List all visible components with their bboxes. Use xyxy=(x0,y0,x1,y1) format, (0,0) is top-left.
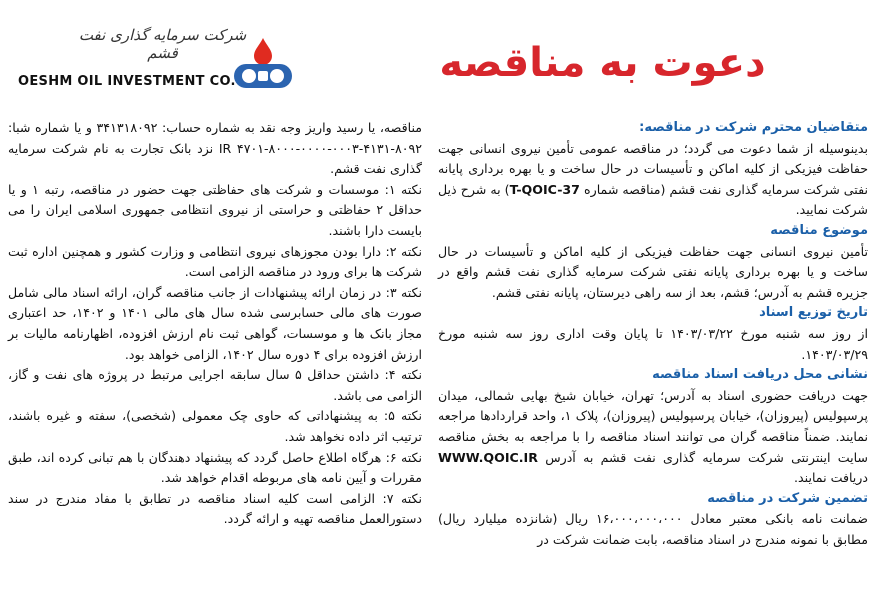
note-3: نکته ۳: در زمان ارائه پیشنهادات از جانب مناقصه گران، ارائه اسناد مالی شامل صورت های مالی حسابرسی شده سال های مالی ۱۴۰۱ و ۱۴۰۲، حد اعتباری مجاز بانک ها و موسسات، گواهی ثبت نام ارزش افزوده، اظهارنامه مالیات بر ارزش افزوده برای ۴ دوره سال ۱۴۰۲، الزامی خواهد بود. xyxy=(8,284,423,362)
greeting: متقاضیان محترم شرکت در مناقصه: xyxy=(639,120,868,135)
note-4: نکته ۴: داشتن حداقل ۵ سال سابقه اجرایی مرتبط در پروژه های نفت و گاز، الزامی می باشد. xyxy=(8,367,422,403)
tender-number: T-QOIC-37 xyxy=(509,181,580,197)
guarantee-text: ضمانت نامه بانکی معتبر معادل ۱۶،۰۰۰،۰۰۰،۰۰۰ ریال (شانزده میلیارد ریال) مطابق با نمونه مندرج در اسناد مناقصه، بابت ضمانت شرکت در xyxy=(438,511,868,547)
note-2: نکته ۲: دارا بودن مجوزهای نیروی انتظامی و وزارت کشور و همچنین اداره ثبت شرکت ها برای ورود در مناقصه الزامی است. xyxy=(8,243,423,280)
note-1: نکته ۱: موسسات و شرکت های حفاظتی جهت حضور در مناقصه، رتبه ۱ و یا حداقل ۲ حفاظتی و حراستی از نیروی انتظامی جمهوری اسلامی ایران را می بایست دارا باشند. xyxy=(8,181,422,238)
note-5: نکته ۵: به پیشنهاداتی که حاوی چک معمولی (شخصی)، سفته و غیره باشند، ترتیب اثر داده نخواهد شد. xyxy=(8,408,422,444)
right-column xyxy=(438,118,868,550)
company-name-en: OESHM OIL INVESTMENT CO. xyxy=(18,74,236,89)
note-7: نکته ۷: الزامی است کلیه اسناد مناقصه در تطابق با مفاد مندرج در سند دستورالعمل مناقصه تهیه و ارائه گردد. xyxy=(8,490,422,527)
page-title: دعوت به مناقصه xyxy=(439,40,766,86)
distribution-text: از روز سه شنبه مورخ ۱۴۰۳/۰۳/۲۲ تا پایان وقت اداری روز سه شنبه مورخ ۱۴۰۳/۰۳/۲۹. xyxy=(438,325,869,362)
company-logo xyxy=(10,22,300,102)
oil-drop-icon xyxy=(232,36,294,98)
intro-paragraph: بدینوسیله از شما دعوت می گردد؛ در مناقصه عمومی تأمین نیروی انسانی جهت حفاظت فیزیکی از کلیه اماکن و تأسیسات در حال ساخت و یا بهره برداری پایانه نفتی شرکت سرمایه گذاری نفت قشم (مناقصه شماره T-QOIC-37) به شرح ذیل شرکت نمایید. xyxy=(438,140,868,218)
distribution-heading: تاریخ توزیع اسناد xyxy=(759,305,868,321)
company-name-fa: شرکت سرمایه گذاری نفت قشم xyxy=(78,26,247,62)
note-6: نکته ۶: هرگاه اطلاع حاصل گردد که پیشنهاد دهندگان با هم تبانی کرده اند، طبق مقررات و آیین نامه های مربوطه اقدام خواهد شد. xyxy=(8,449,422,486)
address-text: جهت دریافت حضوری اسناد به آدرس؛ تهران، خیابان شیخ بهایی شمالی، میدان پرسپولیس (پیروزان)، خیابان پرسپولیس (پیروزان)، پلاک ۱، واحد قراردادها مراجعه نمایند. ضمناً مناقصه گران می توانند اسناد مناقصه را با مراجعه به بخش مناقصه سایت اینترنتی شرکت سرمایه گذاری نفت قشم به آدرس WWW.QOIC.IR دریافت نمایند. xyxy=(438,387,868,486)
website-link[interactable]: WWW.QOIC.IR xyxy=(438,449,538,465)
subject-heading: موضوع مناقصه xyxy=(770,222,868,238)
guarantee-heading: تضمین شرکت در مناقصه xyxy=(707,490,868,506)
left-column xyxy=(8,118,422,530)
subject-text: تأمین نیروی انسانی جهت حفاظت فیزیکی از کلیه اماکن و تأسیسات در حال ساخت و یا بهره برداری پایانه نفتی شرکت سرمایه گذاری نفت قشم واقع در جزیره قشم به آدرس؛ قشم، بعد از سه راهی دیرستان، پایانه نفتی قشم. xyxy=(438,243,868,300)
guarantee-continued: مناقصه، یا رسید واریز وجه نقد به شماره حساب: ۳۴۱۳۱۸۰۹۲ و یا شماره شبا: IR ۴۷۰۱-۸۰۰۰-۰۰۰۰-۰۰۰۳-۴۱۳۱-۸۰۹۲ نزد بانک تجارت به نام شرکت سرمایه گذاری نفت قشم. xyxy=(8,120,422,177)
address-heading: نشانی محل دریافت اسناد مناقصه xyxy=(652,367,868,383)
